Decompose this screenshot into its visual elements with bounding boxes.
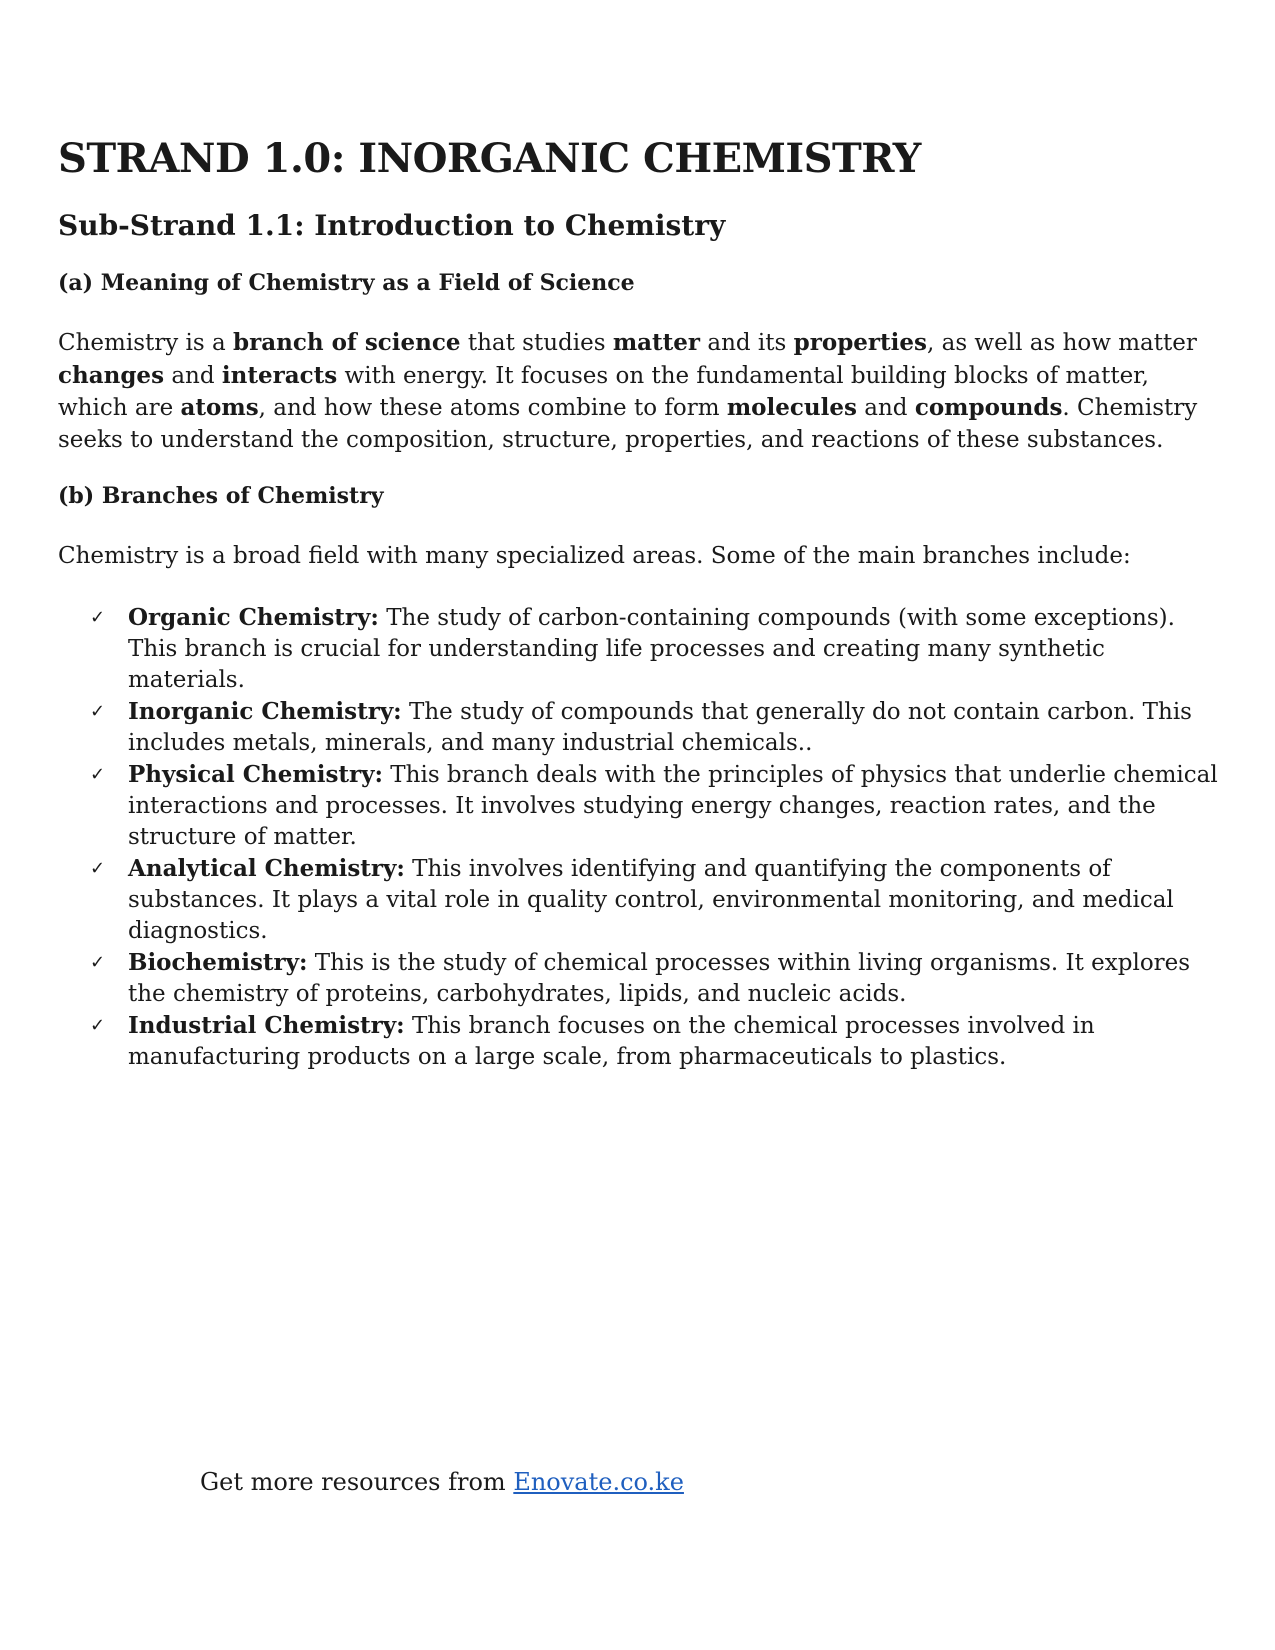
check-icon: ✓: [90, 701, 106, 723]
list-item: [90, 696, 1218, 759]
bold-term: compounds: [914, 394, 1063, 422]
footer: [200, 1468, 684, 1496]
branch-name: Industrial Chemistry:: [128, 1012, 405, 1040]
bold-term: properties: [793, 329, 927, 357]
branch-name: Inorganic Chemistry:: [128, 698, 402, 726]
text-run: , and how these atoms combine to form: [258, 395, 727, 422]
list-item: [90, 853, 1218, 947]
check-icon: ✓: [90, 607, 106, 629]
branch-name: Analytical Chemistry:: [128, 855, 405, 883]
substrand-title: Sub-Strand 1.1: Introduction to Chemistry: [58, 209, 726, 242]
text-run: that studies: [460, 330, 613, 357]
branch-description: This is the study of chemical processes within living organisms. It explores the chemistry of proteins, carbohydrates, lipids, and nucleic acids.: [128, 950, 1191, 1008]
branch-description: The study of carbon-containing compounds (with some exceptions). This branch is crucial for understanding life processes and creating many synthetic materials.: [128, 605, 1175, 694]
branch-name: Physical Chemistry:: [128, 761, 383, 789]
list-item: [90, 759, 1218, 853]
bold-term: interacts: [221, 361, 338, 389]
text-run: with energy. It focuses on the fundamental building blocks of matter, which are: [58, 362, 1149, 422]
bold-term: molecules: [726, 394, 857, 422]
branch-description: This branch focuses on the chemical processes involved in manufacturing products on a large scale, from pharmaceuticals to plastics.: [128, 1013, 1095, 1071]
bold-term: branch of science: [233, 329, 461, 357]
document-page: [58, 135, 1218, 1073]
branch-description: This branch deals with the principles of physics that underlie chemical interactions and processes. It involves studying energy changes, reaction rates, and the structure of matter.: [128, 762, 1218, 851]
text-run: and its: [700, 330, 794, 357]
bold-term: matter: [612, 329, 701, 357]
branch-name: Organic Chemistry:: [128, 604, 379, 632]
branch-description: This involves identifying and quantifying the components of substances. It plays a vital role in quality control, environmental monitoring, and medical diagnostics.: [128, 856, 1174, 945]
section-a-paragraph: [58, 327, 1218, 456]
branches-list: [58, 602, 1218, 1073]
branch-description: The study of compounds that generally do not contain carbon. This includes metals, minerals, and many industrial chemicals..: [128, 699, 1192, 757]
text-run: and: [164, 362, 222, 389]
check-icon: ✓: [90, 952, 106, 974]
branch-name: Biochemistry:: [128, 949, 308, 977]
bold-term: changes: [58, 361, 165, 389]
footer-prefix: Get more resources from: [200, 1468, 514, 1496]
list-item: [90, 602, 1218, 696]
text-run: and: [856, 395, 915, 422]
footer-link[interactable]: Enovate.co.ke: [513, 1468, 684, 1496]
check-icon: ✓: [90, 764, 106, 786]
section-b-heading: (b) Branches of Chemistry: [58, 483, 384, 510]
check-icon: ✓: [90, 858, 106, 880]
bold-term: atoms: [180, 394, 259, 422]
list-item: [90, 1010, 1218, 1073]
check-icon: ✓: [90, 1015, 106, 1037]
section-b-intro: Chemistry is a broad field with many specialized areas. Some of the main branches include:: [58, 542, 1131, 569]
text-run: . Chemistry seeks to understand the composition, structure, properties, and reactions of these substances.: [58, 395, 1198, 453]
strand-title: STRAND 1.0: INORGANIC CHEMISTRY: [58, 135, 921, 182]
text-run: Chemistry is a: [58, 330, 234, 357]
text-run: , as well as how matter: [926, 330, 1197, 357]
section-a-heading: (a) Meaning of Chemistry as a Field of Science: [58, 269, 635, 296]
list-item: [90, 947, 1218, 1010]
